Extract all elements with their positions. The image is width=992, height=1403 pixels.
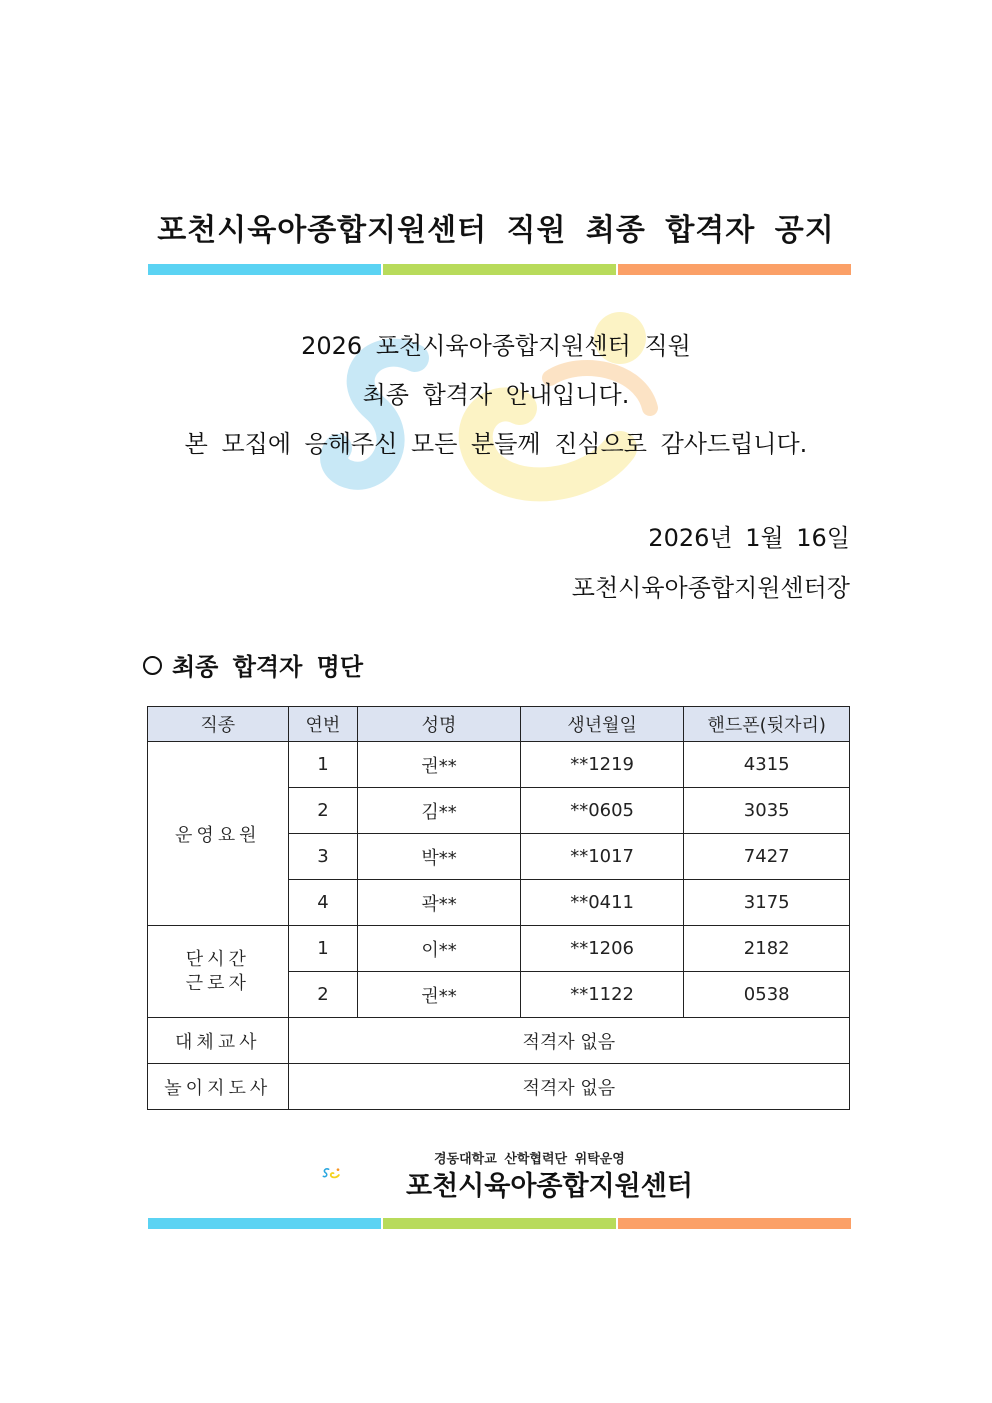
table-row <box>148 1018 850 1064</box>
table-row <box>148 926 850 972</box>
org-logo-icon <box>322 1148 402 1198</box>
category-cell: 놀이지도사 <box>148 1064 289 1110</box>
table-header-row <box>148 707 850 742</box>
results-table <box>147 706 850 1110</box>
birth-cell: **1017 <box>520 834 684 880</box>
name-cell: 박** <box>358 834 520 880</box>
section-heading-text: 최종 합격자 명단 <box>172 653 363 681</box>
phone-cell: 4315 <box>684 742 850 788</box>
no-result-cell: 적격자 없음 <box>288 1064 849 1110</box>
number-cell: 1 <box>288 926 358 972</box>
birth-cell: **0605 <box>520 788 684 834</box>
color-bar-orange <box>618 264 851 275</box>
name-cell: 권** <box>358 972 520 1018</box>
phone-cell: 7427 <box>684 834 850 880</box>
name-cell: 권** <box>358 742 520 788</box>
header-category: 직종 <box>148 707 289 742</box>
notice-signer: 포천시육아종합지원센터장 <box>571 574 850 602</box>
table-row <box>148 1064 850 1110</box>
color-bar-orange <box>618 1218 851 1229</box>
phone-cell: 2182 <box>684 926 850 972</box>
header-phone: 핸드폰(뒷자리) <box>684 707 850 742</box>
header-name: 성명 <box>358 707 520 742</box>
color-bar-blue <box>148 1218 381 1229</box>
color-bar-blue <box>148 264 381 275</box>
footer-org-name: 포천시육아종합지원센터 <box>406 1171 693 1202</box>
number-cell: 2 <box>288 972 358 1018</box>
category-cell: 운영요원 <box>148 742 289 926</box>
name-cell: 곽** <box>358 880 520 926</box>
birth-cell: **1206 <box>520 926 684 972</box>
birth-cell: **0411 <box>520 880 684 926</box>
header-birthdate: 생년월일 <box>520 707 684 742</box>
notice-date: 2026년 1월 16일 <box>648 524 850 552</box>
number-cell: 1 <box>288 742 358 788</box>
bottom-color-bar <box>148 1218 851 1229</box>
birth-cell: **1219 <box>520 742 684 788</box>
header-number: 연번 <box>288 707 358 742</box>
table-row <box>148 742 850 788</box>
phone-cell: 3175 <box>684 880 850 926</box>
category-cell: 대체교사 <box>148 1018 289 1064</box>
color-bar-green <box>383 1218 616 1229</box>
category-line-1: 단시간 <box>185 948 250 970</box>
section-heading <box>143 647 363 682</box>
category-line-2: 근로자 <box>185 972 250 994</box>
circle-bullet-icon <box>143 656 162 675</box>
intro-text <box>0 322 992 469</box>
footer-subtitle: 경동대학교 산학협력단 위탁운영 <box>434 1152 625 1167</box>
intro-line-3: 본 모집에 응해주신 모든 분들께 진심으로 감사드립니다. <box>184 430 808 458</box>
number-cell: 2 <box>288 788 358 834</box>
name-cell: 김** <box>358 788 520 834</box>
birth-cell: **1122 <box>520 972 684 1018</box>
no-result-cell: 적격자 없음 <box>288 1018 849 1064</box>
notice-title: 포천시육아종합지원센터 직원 최종 합격자 공지 <box>157 213 835 248</box>
top-color-bar <box>148 264 851 275</box>
name-cell: 이** <box>358 926 520 972</box>
number-cell: 3 <box>288 834 358 880</box>
color-bar-green <box>383 264 616 275</box>
intro-line-1: 2026 포천시육아종합지원센터 직원 <box>301 332 691 360</box>
category-cell <box>148 926 289 1018</box>
number-cell: 4 <box>288 880 358 926</box>
phone-cell: 3035 <box>684 788 850 834</box>
phone-cell: 0538 <box>684 972 850 1018</box>
intro-line-2: 최종 합격자 안내입니다. <box>362 381 630 409</box>
